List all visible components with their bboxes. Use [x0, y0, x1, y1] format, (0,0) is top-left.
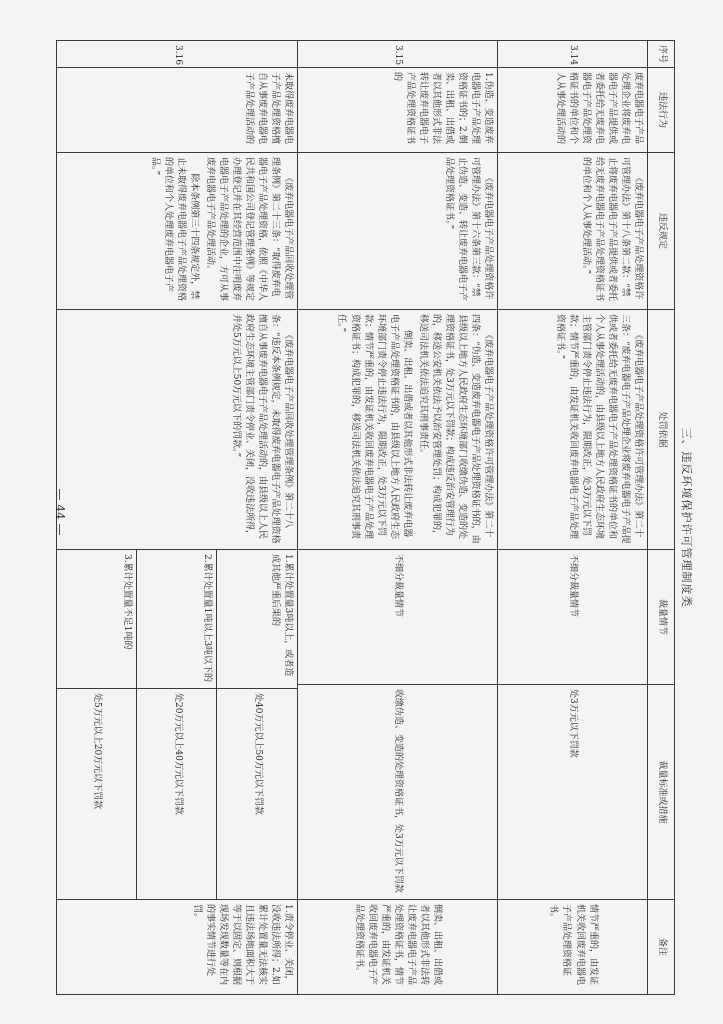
header-note: 备注	[648, 900, 675, 995]
row-act: 废弃电器电子产品处理企业将废弃电器电子产品提供或者委托给无废弃电器电子产品处理资格证书的单位和个人从事处理活动的	[498, 68, 648, 153]
header-situation: 裁量情节	[648, 550, 675, 685]
header-seq: 序号	[648, 41, 675, 68]
row-reg	[498, 153, 648, 310]
row-situation: 不细分裁量情节	[298, 550, 498, 685]
tier-situation: 3.累计处置量不足1吨的	[57, 550, 137, 689]
table-row	[57, 41, 298, 995]
row-basis	[57, 310, 298, 550]
tier-row	[137, 550, 217, 899]
basis-text: 《废弃电器电子产品回收处理管理条例》第二十八条：“违反本条例规定，未取得废弃电器电子产品处理资格擅自从事废弃电器电子产品处理活动的，由县级以上人民政府生态环境主管部门责令停业、关闭，没收违法所得，并处5万元以上50万元以下的罚款。”	[230, 314, 293, 544]
basis-text: 倒卖、出租、出借或者以其他形式非法转让废弃电器电子产品处理资格证书的，由县级以上地方人民政府生态环境部门责令停止违法行为，限期改正，处3万元以下罚款；情节严重的，由发证机关收回废弃电器电子产品处理资格证书；构成犯罪的，移送司法机关依法追究其刑事责任。”	[336, 314, 412, 540]
row-basis	[498, 310, 648, 550]
row-act: 1.伪造、变造废弃电器电子产品处理资格证书的；2.倒卖、出租、出借或者以其他形式非法转让废弃电器电子产品处理资格证书的	[298, 68, 498, 153]
row-standard: 处3万元以下罚款	[498, 685, 648, 900]
reg-text: 《废弃电器电子产品处理资格许可管理办法》第十六条第三款：“禁止伪造、变造、转让废弃电器电子产品处理资格证书。”	[443, 157, 493, 302]
tier-standard: 处20万元以上40万元以下罚款	[137, 689, 217, 900]
table-header-row	[648, 41, 675, 995]
table-row	[498, 41, 648, 995]
tier-cell	[57, 550, 298, 900]
row-situation: 不细分裁量情节	[498, 550, 648, 685]
row-note: 情节严重的，由发证机关收回废弃电器电子产品处理资格证书。	[498, 900, 648, 995]
row-act: 未取得废弃电器电子产品处理资格擅自从事废弃电器电子产品处理活动的	[57, 68, 298, 153]
reg-text: 除本条例第三十四条规定外，禁止未取得废弃电器电子产品处理资格的单位和个人处理废弃电器电子产品。”	[149, 157, 199, 302]
row-note: 1.责令停业、关闭，没收违法所得；2.如累计处置量无法核实且违法场地面积大于等于以固定、则根据现场发现数量等在内的事实情节进行处罚。	[57, 900, 298, 995]
tier-situation: 1.累计处置量3吨以上，或者造成其他严重后果的	[217, 550, 297, 689]
tier-situation: 2.累计处置量1吨以上3吨以下的	[137, 550, 217, 689]
header-standard: 裁量标准或措施	[648, 685, 675, 900]
row-reg	[298, 153, 498, 310]
row-reg	[57, 153, 298, 310]
document-frame	[55, 40, 695, 995]
header-basis: 处罚依据	[648, 310, 675, 550]
row-seq: 3.14	[498, 41, 648, 68]
row-basis	[298, 310, 498, 550]
header-reg: 违反规定	[648, 153, 675, 310]
penalty-table	[56, 40, 675, 995]
row-note: 倒卖、出租、出借或者以其他形式非法转让废弃电器电子产品处理资格证书，情节严重的，由发证机关收回废弃电器电子产品处理资格证书。	[298, 900, 498, 995]
row-seq: 3.16	[57, 41, 298, 68]
reg-text: 《废弃电器电子产品回收处理管理条例》第二十三条：“取得废弃电器电子产品处理资格，依照《中华人民共和国公司登记管理条例》等规定办理登记并在其经营范围中注明废弃电器电子产品处理的企业，方可从事废弃电器电子产品处理活动。	[204, 157, 293, 302]
header-act: 违法行为	[648, 68, 675, 153]
page-number: — 44 —	[53, 488, 67, 536]
table-row	[298, 41, 498, 995]
tier-row	[217, 550, 297, 899]
section-title: 三、违反环境保护许可管理制度类	[680, 427, 693, 608]
row-standard: 收缴伪造、变造的处理资格证书，处3万元以下罚款	[298, 685, 498, 900]
basis-text: 《废弃电器电子产品处理资格许可管理办法》第二十三条：“废弃电器电子产品处理企业将废弃电器电子产品提供或者委托给无废弃电器电子产品处理资格证书的单位和个人从事处理活动的，由县级以上地方人民政府生态环境主管部门责令停止违法行为，限期改正，处3万元以下罚款；情节严重的，由发证机关收回废弃电器电子产品处理资格证书。”	[554, 314, 643, 544]
tier-table	[57, 550, 297, 899]
tier-standard: 处5万元以上20万元以下罚款	[57, 689, 137, 900]
reg-text: 《废弃电器电子产品处理资格许可管理办法》第十八条第二款：“禁止将废弃电器电子产品提供或者委托给无废弃电器电子产品处理资格证书的单位和个人从事处理活动。”	[580, 157, 643, 302]
row-seq: 3.15	[298, 41, 498, 68]
basis-text: 《废弃电器电子产品处理资格许可管理办法》第二十四条：“伪造、变造废弃电器电子产品处理资格证书的，由县级以上地方人民政府生态环境部门收缴伪造、变造的处理资格证书，处3万元以下罚款；构成违反治安管理行为的，移送公安机关依法予以治安管理处罚；构成犯罪的，移送司法机关依法追究其刑事责任。	[417, 314, 493, 544]
tier-standard: 处40万元以上50万元以下罚款	[217, 689, 297, 900]
tier-row	[57, 550, 137, 899]
